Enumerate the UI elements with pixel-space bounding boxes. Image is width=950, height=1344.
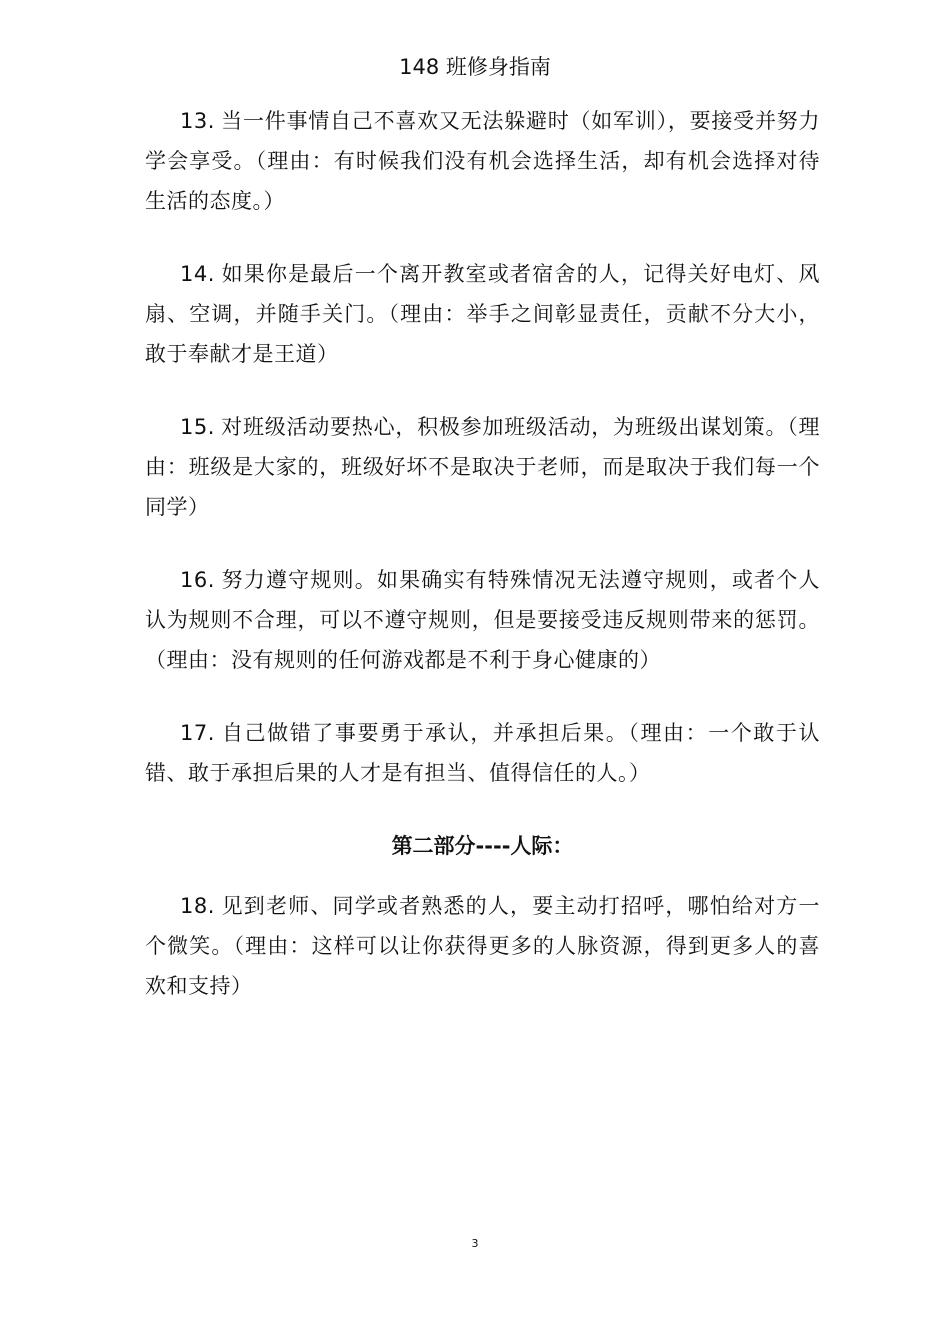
item-number: 13. xyxy=(180,109,215,133)
list-item-16 xyxy=(145,560,820,680)
list-item-18 xyxy=(145,886,820,1006)
item-text: 如果你是最后一个离开教室或者宿舍的人，记得关好电灯、风扇、空调，并随手关门。（理由：举手之间彰显责任，贡献不分大小，敢于奉献才是王道） xyxy=(145,262,820,366)
item-number: 14. xyxy=(180,262,215,286)
item-number: 15. xyxy=(180,415,215,439)
page-number: 3 xyxy=(471,1237,479,1250)
page-header-title: 148 班修身指南 xyxy=(399,55,551,79)
list-item-14 xyxy=(145,254,820,374)
item-text: 自己做错了事要勇于承认，并承担后果。（理由：一个敢于认错、敢于承担后果的人才是有担当、值得信任的人。） xyxy=(145,721,820,785)
item-text: 对班级活动要热心，积极参加班级活动，为班级出谋划策。（理由：班级是大家的，班级好坏不是取决于老师，而是取决于我们每一个同学） xyxy=(145,415,820,519)
item-number: 16. xyxy=(180,568,215,592)
item-number: 18. xyxy=(180,894,215,918)
item-text: 努力遵守规则。如果确实有特殊情况无法遵守规则，或者个人认为规则不合理，可以不遵守规则，但是要接受违反规则带来的惩罚。（理由：没有规则的任何游戏都是不利于身心健康的） xyxy=(145,568,820,672)
list-item-15 xyxy=(145,407,820,527)
list-item-17 xyxy=(145,713,820,793)
item-number: 17. xyxy=(180,721,215,745)
item-text: 见到老师、同学或者熟悉的人，要主动打招呼，哪怕给对方一个微笑。（理由：这样可以让你获得更多的人脉资源，得到更多人的喜欢和支持） xyxy=(145,894,820,998)
list-item-13 xyxy=(145,101,820,221)
document-body xyxy=(145,101,820,1039)
section-heading: 第二部分----人际： xyxy=(391,834,574,858)
item-text: 当一件事情自己不喜欢又无法躲避时（如军训），要接受并努力学会享受。（理由：有时候我们没有机会选择生活，却有机会选择对待生活的态度。） xyxy=(145,109,820,213)
